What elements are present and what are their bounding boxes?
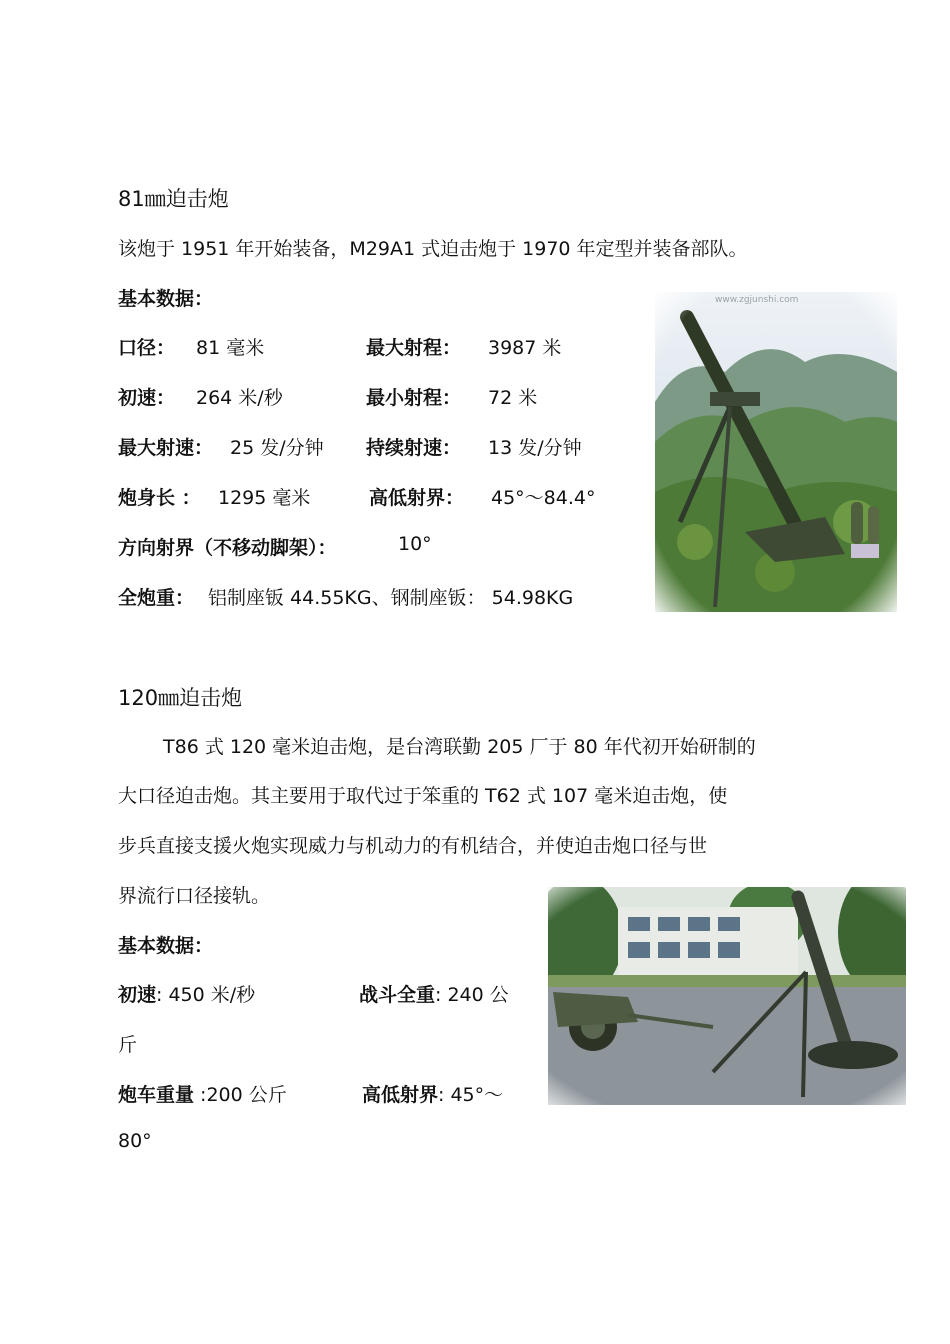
- max-range-value: 3987 米: [488, 337, 562, 359]
- section2-basic-label: 基本数据：: [118, 935, 214, 957]
- caliber-label: 口径：: [118, 337, 176, 359]
- s2-carriage-label: 炮车重量: [118, 1084, 195, 1106]
- section2-para-line-4: 界流行口径接轨。: [118, 885, 271, 907]
- s2-combat-weight-row: [359, 980, 509, 1007]
- s2-elevation-row: [362, 1080, 503, 1107]
- elevation-value: 45°～84.4°: [491, 487, 596, 509]
- s2-combat-weight-value: : 240 公: [435, 984, 509, 1006]
- min-range-label: 最小射程：: [366, 387, 462, 409]
- section1-basic-label: 基本数据：: [118, 288, 214, 310]
- s2-carriage-row: [118, 1080, 287, 1107]
- mortar-120mm-photo: [548, 887, 906, 1105]
- caliber-value: 81 毫米: [196, 337, 265, 359]
- elevation-label: 高低射界：: [369, 487, 465, 509]
- muzzle-label: 初速：: [118, 387, 176, 409]
- s2-combat-weight-wrap: 斤: [118, 1034, 138, 1056]
- min-range-value: 72 米: [488, 387, 538, 409]
- weight-label: 全炮重：: [118, 587, 195, 609]
- s2-elevation-wrap: 80°: [118, 1130, 152, 1152]
- mortar-81mm-photo: [655, 292, 897, 612]
- section2-para-line-3: 步兵直接支援火炮实现威力与机动力的有机结合，并使迫击炮口径与世: [118, 835, 708, 857]
- sustained-value: 13 发/分钟: [488, 437, 582, 459]
- s2-elevation-value: : 45°～: [438, 1084, 504, 1106]
- s2-combat-weight-label: 战斗全重: [359, 984, 436, 1006]
- section2-para-line-1: T86 式 120 毫米迫击炮，是台湾联勤 205 厂于 80 年代初开始研制的: [163, 736, 756, 758]
- max-rate-value: 25 发/分钟: [230, 437, 324, 459]
- s2-muzzle-value: : 450 米/秒: [156, 984, 256, 1006]
- section1-intro: 该炮于 1951 年开始装备，M29A1 式迫击炮于 1970 年定型并装备部队。: [118, 238, 748, 260]
- section1-title: 81㎜迫击炮: [118, 187, 229, 211]
- s2-muzzle-label: 初速: [118, 984, 157, 1006]
- s2-elevation-label: 高低射界: [362, 1084, 439, 1106]
- muzzle-value: 264 米/秒: [196, 387, 283, 409]
- traverse-value: 10°: [398, 533, 432, 555]
- s2-carriage-value: :200 公斤: [194, 1084, 287, 1106]
- sustained-label: 持续射速：: [366, 437, 462, 459]
- s2-muzzle-row: [118, 980, 255, 1007]
- max-range-label: 最大射程：: [366, 337, 462, 359]
- max-rate-label: 最大射速：: [118, 437, 214, 459]
- length-value: 1295 毫米: [218, 487, 311, 509]
- section2-para-line-2: 大口径迫击炮。其主要用于取代过于笨重的 T62 式 107 毫米迫击炮，使: [118, 785, 728, 807]
- length-label: 炮身长 ：: [118, 487, 201, 509]
- weight-value: 铝制座钣 44.55KG、钢制座钣： 54.98KG: [208, 587, 574, 609]
- section2-title: 120㎜迫击炮: [118, 686, 243, 710]
- traverse-label: 方向射界（不移动脚架）：: [118, 537, 337, 559]
